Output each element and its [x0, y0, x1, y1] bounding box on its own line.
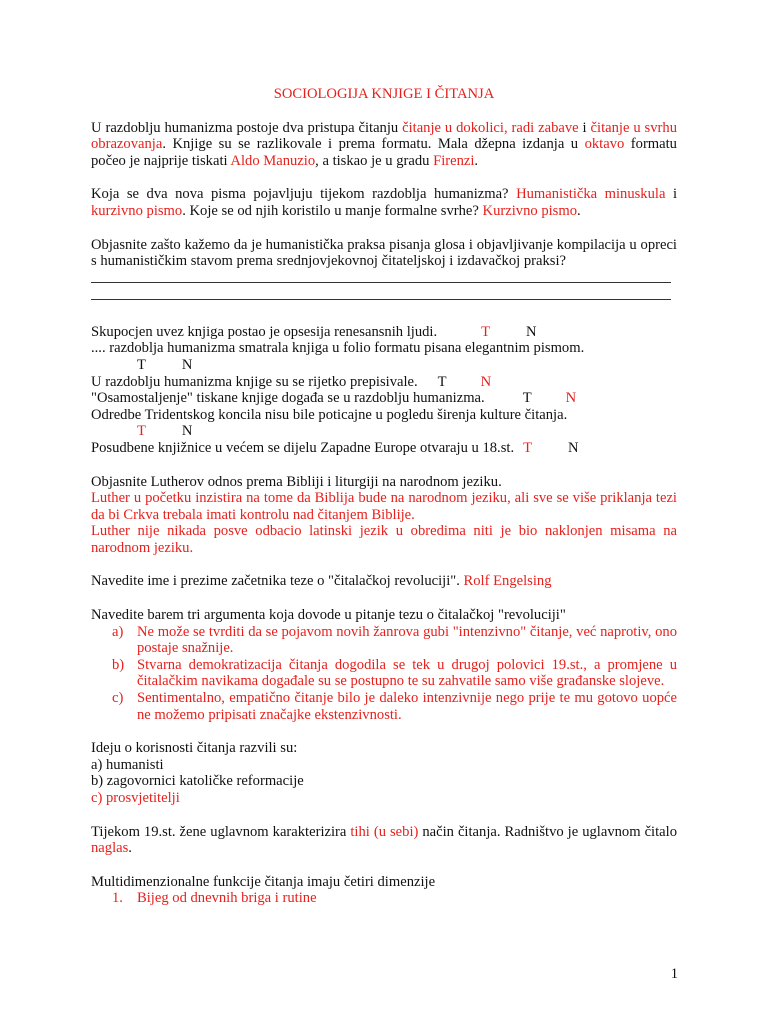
- document-page: [91, 0, 677, 907]
- list-marker: b): [112, 656, 125, 673]
- question-luther: Objasnite Lutherov odnos prema Bibliji i liturgiji na narodnom jeziku.: [91, 473, 502, 490]
- list-item-text: Stvarna demokratizacija čitanja dogodila se tek u drugoj polovici 19.st., a promjene u čitalačkim navikama događale su se postupno te su zahvatile samo više građanske slojeve.: [137, 656, 677, 690]
- text: U razdoblju humanizma postoje dva pristupa čitanju: [91, 119, 403, 136]
- true-false-section: [91, 324, 677, 457]
- tf-question-text: Skupocjen uvez knjiga postao je opsesija renesansnih ljudi.: [91, 323, 438, 340]
- tf-true-option: T: [137, 356, 146, 373]
- list-item: [91, 657, 677, 690]
- answer-text: Aldo Manuzio: [230, 152, 316, 169]
- tf-false-option: N: [565, 390, 577, 407]
- tf-question: [91, 340, 677, 357]
- answer-text: oktavo: [584, 136, 625, 153]
- answer-line: [91, 285, 671, 300]
- text: . Koje se od njih koristilo u manje formalne svrhe?: [182, 202, 483, 219]
- question-multidimensional: Multidimenzionalne funkcije čitanja imaju četiri dimenzije: [91, 873, 436, 890]
- tf-question-text: .... razdoblja humanizma smatrala knjiga u folio formatu pisana elegantnim pismom.: [91, 340, 585, 357]
- tf-question-text: Odredbe Tridentskog koncila nisu bile poticajne u pogledu širenja kulture čitanja.: [91, 406, 568, 423]
- tf-question: [91, 390, 677, 407]
- tf-true-option: T: [137, 423, 146, 440]
- tf-question-text: Posudbene knjižnice u većem se dijelu Zapadne Europe otvaraju u 18.st.: [91, 439, 515, 456]
- answer-text: tihi (u sebi): [350, 823, 419, 840]
- text: .: [577, 202, 581, 219]
- tf-true-option: T: [522, 390, 532, 407]
- answer-text: naglas: [91, 840, 129, 857]
- paragraph-reading-19th: [91, 824, 677, 857]
- text: . Knjige su se razlikovale i prema formatu. Mala džepna izdanja u: [162, 136, 585, 153]
- list-item-text: Ne može se tvrditi da se pojavom novih žanrova gubi "intenzivno" čitanje, već naprotiv, ono postaje snažnije.: [137, 623, 677, 657]
- answer-luther-1: Luther u početku inzistira na tome da Biblija bude na narodnom jeziku, ali sve se više priklanja tezi da bi Crkva trebala imati kontrolu nad čitanjem Biblije.: [91, 490, 677, 523]
- answer-text: čitanje u svrhu obrazovanja: [91, 119, 677, 153]
- answer-luther-2: Luther nije nikada posve odbacio latinski jezik u obredima niti je bio naklonjen misama na narodnom jeziku.: [91, 523, 677, 556]
- tf-true-option: T: [481, 323, 491, 340]
- tf-false-option: N: [526, 323, 537, 340]
- paragraph-scripts: [91, 186, 677, 219]
- tf-true-option: T: [437, 373, 447, 390]
- answer-text: kurzivno pismo: [91, 202, 183, 219]
- answer-line: [91, 268, 671, 283]
- list-item: [91, 624, 677, 657]
- text: .: [128, 840, 132, 857]
- question-arguments: Navedite barem tri argumenta koja dovode u pitanje tezu o čitalačkoj "revoluciji": [91, 607, 566, 624]
- list-marker: a): [112, 623, 124, 640]
- list-item-text: Bijeg od dnevnih briga i rutine: [137, 890, 317, 907]
- list-item: [91, 890, 677, 907]
- paragraph-humanism-approaches: [91, 120, 677, 170]
- list-item-text: Sentimentalno, empatično čitanje bilo je daleko intenzivnije nego prije te mu gotovo uopće ne možemo pripisati značajke ekstenzivnosti.: [137, 690, 677, 723]
- arguments-list: [91, 624, 677, 724]
- tf-question: [91, 440, 677, 457]
- answer-text: Kurzivno pismo: [482, 202, 577, 219]
- text: način čitanja. Radništvo je uglavnom čitalo: [418, 823, 677, 840]
- answer-text: Firenzi: [433, 152, 475, 169]
- tf-false-option: N: [181, 356, 193, 373]
- option-a: a) humanisti: [91, 756, 164, 773]
- page-number: 1: [670, 966, 678, 982]
- answer-text: čitanje u dokolici, radi zabave: [402, 119, 579, 136]
- tf-question: [91, 407, 677, 424]
- tf-false-option: N: [568, 439, 579, 456]
- text: formatu počeo je najprije tiskati: [91, 136, 677, 169]
- tf-question: [91, 324, 677, 341]
- answer-text: Rolf Engelsing: [463, 573, 552, 590]
- question-ideja: Ideju o korisnosti čitanja razvili su:: [91, 740, 298, 757]
- text: i: [578, 119, 591, 136]
- tf-options: [91, 357, 677, 374]
- tf-options: [91, 423, 677, 440]
- text: Tijekom 19.st. žene uglavnom karakterizira: [91, 823, 351, 840]
- page-title: SOCIOLOGIJA KNJIGE I ČITANJA: [273, 86, 495, 102]
- tf-question: [91, 374, 677, 391]
- text: i: [665, 186, 678, 203]
- text: Navedite ime i prezime začetnika teze o "čitalačkoj revoluciji".: [91, 573, 464, 590]
- question-engelsing: [91, 573, 677, 590]
- list-item: [91, 690, 677, 723]
- question-glosses: Objasnite zašto kažemo da je humanistička praksa pisanja glosa i objavljivanje kompilacija u opreci s humanističkim stavom prema srednjovjekovnoj čitateljskoj i izdavačkoj praksi?: [91, 236, 677, 270]
- list-marker: 1.: [112, 890, 123, 907]
- answer-text: Humanistička minuskula: [516, 186, 666, 203]
- text: , a tiskao je u gradu: [315, 152, 434, 169]
- option-b: b) zagovornici katoličke reformacije: [91, 773, 304, 790]
- text: Koja se dva nova pisma pojavljuju tijekom razdoblja humanizma?: [91, 186, 517, 203]
- option-c: c) prosvjetitelji: [91, 790, 180, 806]
- tf-question-text: U razdoblju humanizma knjige su se rijetko prepisivale.: [91, 373, 418, 390]
- tf-false-option: N: [181, 423, 193, 440]
- list-marker: c): [112, 690, 124, 707]
- text: .: [474, 152, 479, 169]
- tf-false-option: N: [480, 373, 492, 390]
- tf-true-option: T: [523, 439, 533, 456]
- tf-question-text: "Osamostaljenje" tiskane knjige događa se u razdoblju humanizma.: [91, 390, 485, 407]
- functions-list: [91, 890, 677, 907]
